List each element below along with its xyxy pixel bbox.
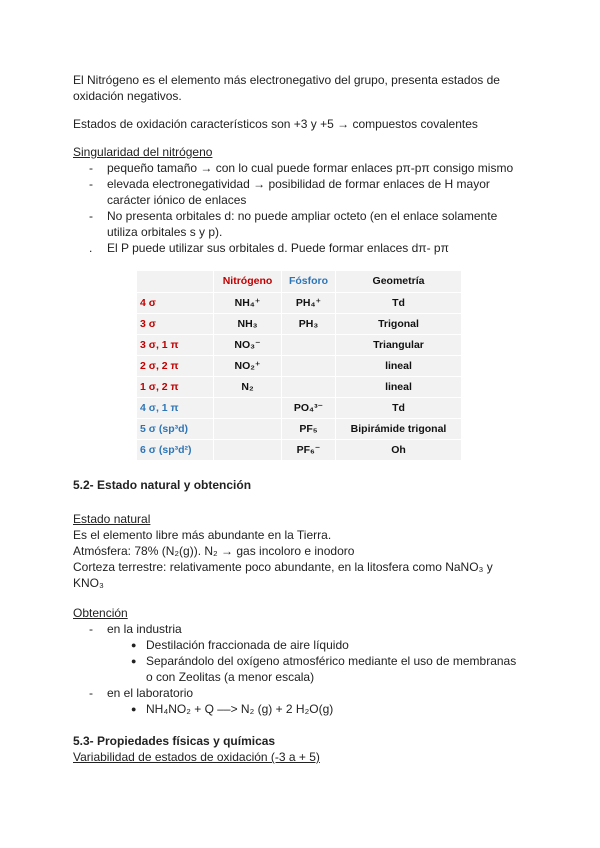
bonds-cell: 3 σ bbox=[140, 318, 156, 330]
bonds-cell: 6 σ (sp³d²) bbox=[140, 444, 192, 456]
section-5-3-title: 5.3- Propiedades físicas y químicas bbox=[73, 734, 276, 748]
geometry-cell: lineal bbox=[335, 377, 461, 398]
bonds-cell: 2 σ, 2 π bbox=[140, 360, 179, 372]
bullet-marker: - bbox=[89, 209, 93, 223]
table-row bbox=[137, 376, 461, 398]
phosphorus-cell bbox=[281, 377, 335, 398]
header-geometria: Geometría bbox=[335, 271, 461, 292]
nitrogen-cell: N₂ bbox=[213, 377, 281, 398]
bullet-marker: - bbox=[89, 686, 93, 700]
phosphorus-cell bbox=[281, 335, 335, 356]
bonds-cell: 4 σ bbox=[140, 297, 156, 309]
oxidation-states-line: Estados de oxidación característicos son +3 y +5 → compuestos covalentes bbox=[73, 117, 478, 131]
table-row bbox=[137, 439, 461, 461]
table-row bbox=[137, 313, 461, 335]
bullet-text: pequeño tamaño → con lo cual puede formar enlaces pπ-pπ consigo mismo bbox=[107, 161, 514, 175]
bullet-dot-icon: ● bbox=[131, 656, 137, 666]
nitrogen-cell: NO₃⁻ bbox=[213, 335, 281, 356]
phosphorus-cell: PH₃ bbox=[281, 314, 335, 335]
phosphorus-cell: PF₅ bbox=[281, 419, 335, 440]
bullet-continuation: carácter iónico de enlaces bbox=[107, 193, 247, 207]
bullet-continuation: utiliza orbitales s y p). bbox=[107, 225, 223, 239]
bullet-text: El P puede utilizar sus orbitales d. Puede formar enlaces dπ- pπ bbox=[107, 241, 449, 255]
bullet-marker: . bbox=[89, 241, 93, 255]
geometry-cell: lineal bbox=[335, 356, 461, 377]
geometry-cell: Oh bbox=[335, 440, 461, 461]
bullet-dot-icon: ● bbox=[131, 704, 137, 714]
phosphorus-cell: PO₄³⁻ bbox=[281, 398, 335, 419]
phosphorus-cell bbox=[281, 356, 335, 377]
bullet-text: elevada electronegatividad → posibilidad de formar enlaces de H mayor bbox=[107, 177, 490, 191]
industry-item: Destilación fraccionada de aire líquido bbox=[146, 638, 349, 652]
lab-label: en el laboratorio bbox=[107, 686, 194, 700]
bonds-cell: 1 σ, 2 π bbox=[140, 381, 179, 393]
section-5-2-title: 5.2- Estado natural y obtención bbox=[73, 478, 252, 492]
bullet-text: No presenta orbitales d: no puede ampliar octeto (en el enlace solamente bbox=[107, 209, 498, 223]
intro-line-2: oxidación negativos. bbox=[73, 89, 182, 103]
table-row bbox=[137, 418, 461, 440]
header-fosforo: Fósforo bbox=[281, 271, 335, 292]
lab-item: NH₄NO₂ + Q ––> N₂ (g) + 2 H₂O(g) bbox=[146, 702, 334, 716]
natural-line: Corteza terrestre: relativamente poco abundante, en la litosfera como NaNO₃ y bbox=[73, 560, 493, 574]
geometry-cell: Td bbox=[335, 398, 461, 419]
geometry-cell: Bipirámide trigonal bbox=[335, 419, 461, 440]
industry-label: en la industria bbox=[107, 622, 182, 636]
bullet-marker: - bbox=[89, 177, 93, 191]
bonding-table bbox=[137, 271, 461, 460]
bullet-dot-icon: ● bbox=[131, 640, 137, 650]
header-nitrogeno: Nitrógeno bbox=[213, 271, 281, 292]
bullet-marker: - bbox=[89, 622, 93, 636]
nitrogen-cell bbox=[213, 440, 281, 461]
table-header-row bbox=[137, 271, 461, 292]
table-row bbox=[137, 292, 461, 314]
nitrogen-cell bbox=[213, 398, 281, 419]
obtention-heading: Obtención bbox=[73, 606, 128, 620]
singularity-heading: Singularidad del nitrógeno bbox=[73, 145, 213, 159]
nitrogen-cell: NH₄⁺ bbox=[213, 293, 281, 314]
bonds-cell: 3 σ, 1 π bbox=[140, 339, 179, 351]
natural-line: KNO₃ bbox=[73, 576, 104, 590]
phosphorus-cell: PF₆⁻ bbox=[281, 440, 335, 461]
natural-state-heading: Estado natural bbox=[73, 512, 151, 526]
bullet-marker: - bbox=[89, 161, 93, 175]
bonds-cell: 5 σ (sp³d) bbox=[140, 423, 189, 435]
header-cell bbox=[137, 271, 213, 292]
nitrogen-cell: NH₃ bbox=[213, 314, 281, 335]
industry-item-continuation: o con Zeolitas (a menor escala) bbox=[146, 670, 315, 684]
table-row bbox=[137, 355, 461, 377]
geometry-cell: Triangular bbox=[335, 335, 461, 356]
natural-line: Es el elemento libre más abundante en la Tierra. bbox=[73, 528, 332, 542]
nitrogen-cell: NO₂⁺ bbox=[213, 356, 281, 377]
industry-item: Separándolo del oxígeno atmosférico mediante el uso de membranas bbox=[146, 654, 517, 668]
natural-line: Atmósfera: 78% (N₂(g)). N₂ → gas incoloro e inodoro bbox=[73, 544, 355, 558]
table-row bbox=[137, 334, 461, 356]
intro-line-1: El Nitrógeno es el elemento más electronegativo del grupo, presenta estados de bbox=[73, 73, 500, 87]
geometry-cell: Trigonal bbox=[335, 314, 461, 335]
nitrogen-cell bbox=[213, 419, 281, 440]
phosphorus-cell: PH₄⁺ bbox=[281, 293, 335, 314]
oxidation-variability-heading: Variabilidad de estados de oxidación (-3 a + 5) bbox=[73, 750, 320, 764]
bonds-cell: 4 σ, 1 π bbox=[140, 402, 179, 414]
table-row bbox=[137, 397, 461, 419]
geometry-cell: Td bbox=[335, 293, 461, 314]
